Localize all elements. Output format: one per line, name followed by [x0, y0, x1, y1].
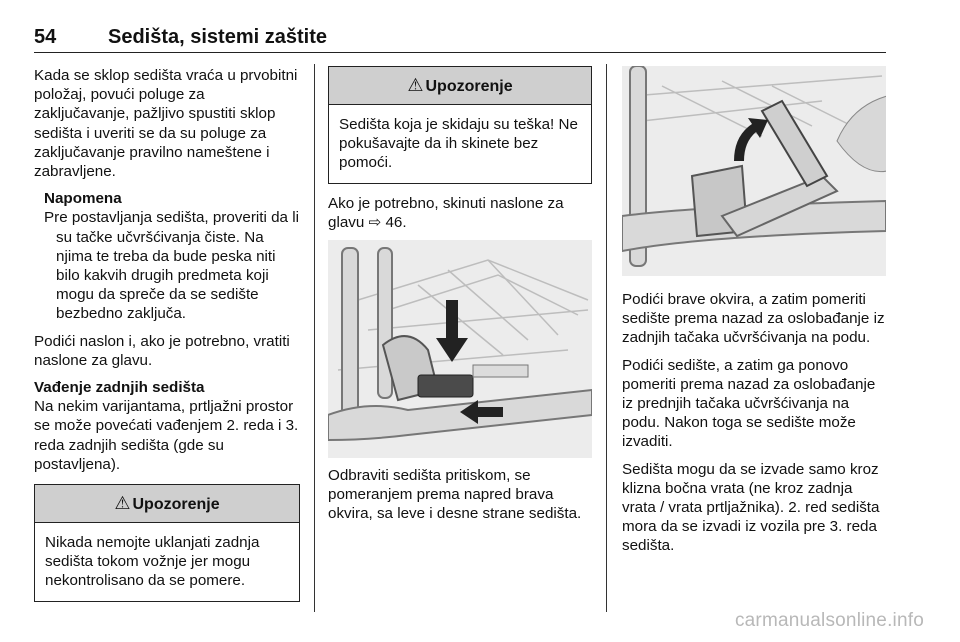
- page-header: [34, 26, 886, 53]
- figure-caption: Odbraviti sedišta pritiskom, se pomeranjem prema napred brava okvira, sa leve i desne strane sedišta.: [328, 467, 582, 523]
- warning-box: [328, 66, 592, 184]
- column-divider: [606, 64, 607, 612]
- seat-lift-illustration: [622, 66, 886, 276]
- paragraph: Ako je potrebno, skinuti naslone za glavu ⇨ 46.: [328, 194, 564, 231]
- warning-text: Nikada nemojte uklanjati zadnja sedišta tokom vožnje jer mogu nekontrolisano da se pomere.: [45, 534, 260, 590]
- paragraph: Podići sedište, a zatim ga ponovo pomeriti prema nazad za oslobađanje iz prednjih tačaka učvršćivanja na podu. Nakon toga se sedište može izvaditi.: [622, 356, 876, 451]
- note-text: Pre postavljanja sedišta, proveriti da li su tačke učvršćivanja čiste. Na njima te treba da bude peska niti bilo kakvih drugih predmeta koji mogu da spreče da se sedište bezbedno zaključa.: [44, 209, 299, 323]
- warning-header: [35, 485, 299, 523]
- paragraph: Na nekim varijantama, prtljažni prostor se može povećati vađenjem 2. reda i 3. reda zadnjih sedišta (gde su postavljena).: [34, 398, 299, 473]
- paragraph: Sedišta mogu da se izvade samo kroz klizna bočna vrata (ne kroz zadnja vrata / vrata prtljažnika). 2. red sedišta mora da se izvadi iz vozila pre 3. reda sedišta.: [622, 460, 880, 555]
- warning-title: Upozorenje: [132, 496, 220, 514]
- warning-icon: ⚠: [114, 493, 131, 514]
- paragraph: Podići brave okvira, a zatim pomeriti sedište prema nazad za oslobađanje iz zadnjih tačaka učvršćivanja na podu.: [622, 291, 885, 347]
- page-title: Sedišta, sistemi zaštite: [108, 26, 327, 48]
- note-title: Napomena: [44, 190, 122, 208]
- column-right: [622, 66, 890, 564]
- column-divider: [314, 64, 315, 612]
- seat-unlock-illustration: [328, 240, 592, 458]
- note-box: [34, 189, 300, 323]
- warning-title: Upozorenje: [425, 78, 513, 95]
- intro-paragraph: Kada se sklop sedišta vraća u prvobitni položaj, povući poluge za zaključavanje, pažljivo spustiti sklop sedišta i uveriti se da su poluge za zaključavanje pravilno nameštene i zabravljene.: [34, 67, 298, 181]
- column-left: [34, 66, 300, 612]
- column-middle: [328, 66, 592, 532]
- paragraph: Podići naslon i, ako je potrebno, vratiti naslone za glavu.: [34, 332, 290, 369]
- page-number: 54: [34, 26, 57, 48]
- section-heading: Vađenje zadnjih sedišta: [34, 379, 205, 397]
- warning-text: Sedišta koja je skidaju su teška! Ne pokušavajte da ih skinete bez pomoći.: [339, 116, 578, 172]
- warning-icon: ⚠: [407, 75, 424, 95]
- warning-box: [34, 484, 300, 602]
- warning-header: [329, 67, 591, 105]
- watermark: carmanualsonline.info: [734, 610, 924, 631]
